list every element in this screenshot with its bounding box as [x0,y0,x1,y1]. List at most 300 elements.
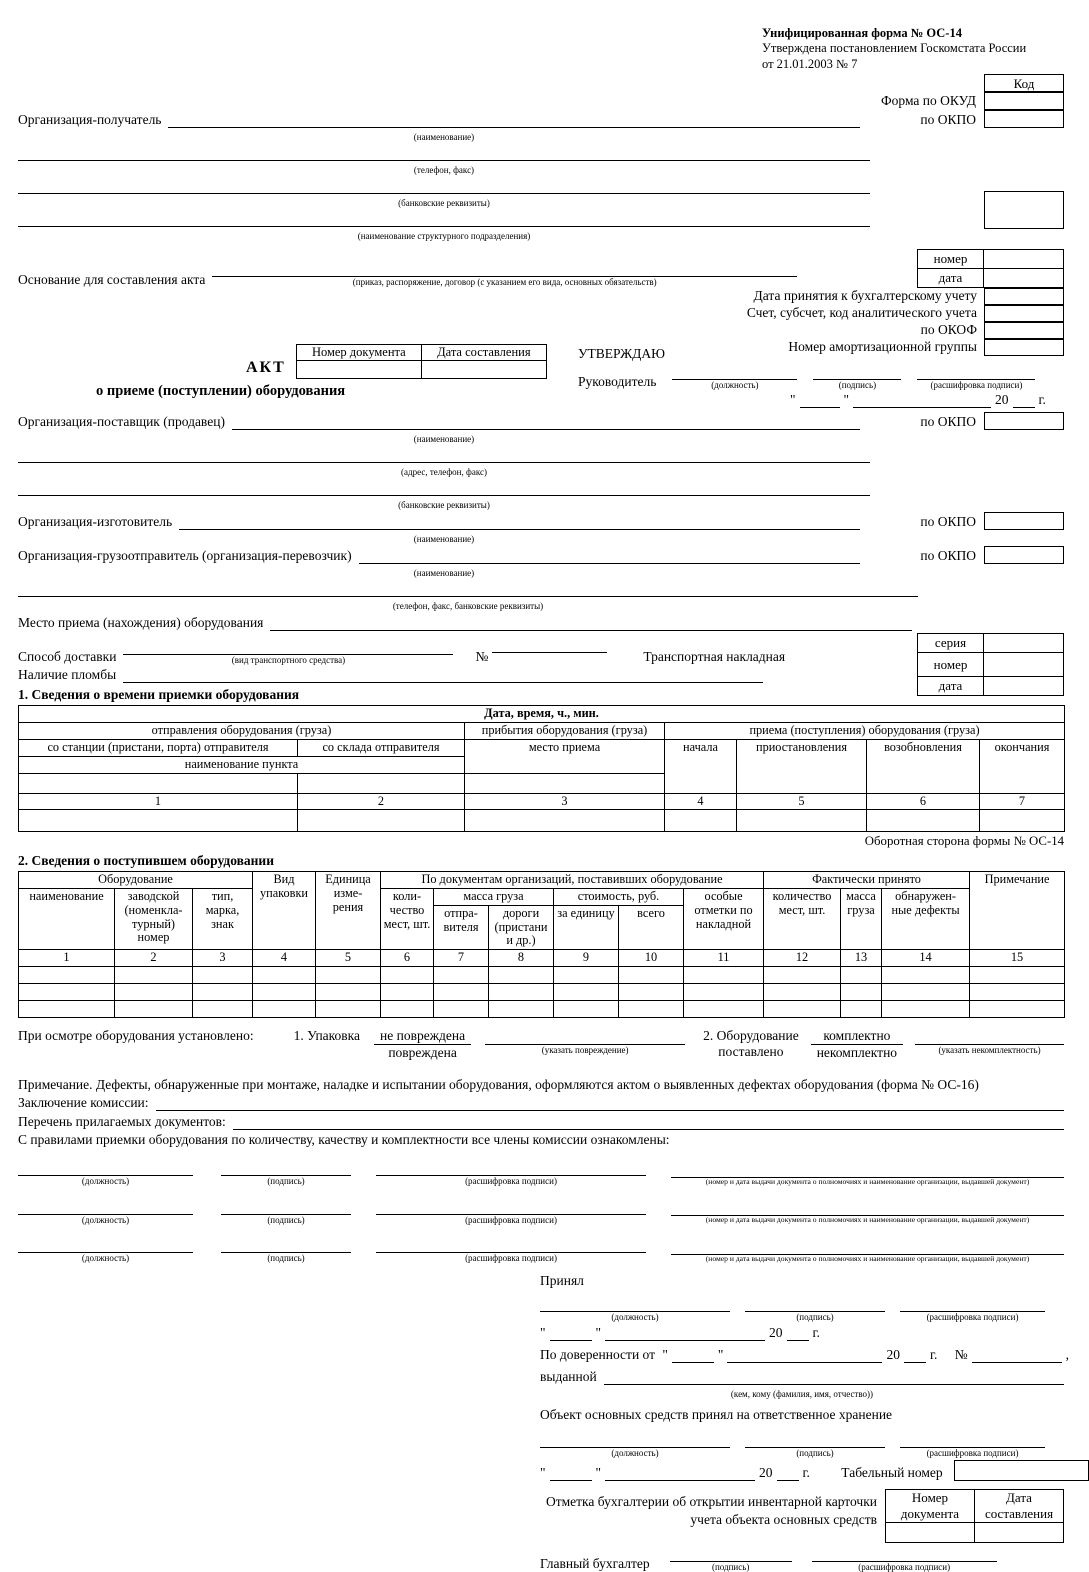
delivery-label: Способ доставки [18,649,117,665]
amort-group-label: Номер амортизационной группы [788,339,977,355]
bank-caption: (банковские реквизиты) [398,197,490,208]
received-signature-row [540,1297,1064,1322]
empty-cell [115,983,193,1000]
factory-number-header: заводской (номенкла- турный) номер [115,889,193,950]
accounting-mark-row [540,1489,1064,1543]
empty-cell [115,1000,193,1017]
fill-line [671,1202,1064,1216]
from-warehouse-header: со склада отправителя [298,739,465,756]
quote-mark: " [595,1464,602,1480]
col-number: 7 [980,793,1065,810]
org-receiver-row [18,110,1064,128]
empty-cell [316,966,381,983]
basis-row [18,249,1064,288]
phone-fax-caption: (телефон, факс) [413,164,475,175]
waybill-label: Транспортная накладная [643,649,786,665]
total-header: всего [619,905,684,949]
incomplete-note-field [915,1028,1064,1055]
caption-row [18,227,870,243]
col-number: 1 [19,950,115,967]
section1-title: 1. Сведения о времени приемки оборудования [18,687,300,703]
sign-caption: (подпись) [267,1176,305,1187]
position-caption: (должность) [81,1252,130,1263]
inventory-card-table [885,1489,1064,1543]
complete-option: комплектно [811,1028,903,1045]
empty-cell [489,966,554,983]
accept-block [540,1273,1069,1572]
reverse-side-note: Оборотная сторона формы № ОС-14 [864,834,1064,849]
okpo-code-box [984,110,1064,128]
empty-cell [434,966,489,983]
from-station-header: со станции (пристани, порта) отправителя [19,739,298,756]
manufacturer-okpo-box [984,512,1064,530]
fill-line [168,112,860,128]
year-suffix: г. [1038,392,1046,408]
fill-line [359,548,860,564]
fill-line [813,364,901,380]
act-title-zone [18,344,1064,408]
col-number: 15 [970,950,1065,967]
seal-label: Наличие пломбы [18,667,117,683]
okof-label: по ОКОФ [920,322,977,338]
basis-caption: (приказ, распоряжение, договор (с указанием его вида, основных обязательств) [352,277,657,288]
delivery-row [18,639,1064,665]
bank-caption: (банковские реквизиты) [398,500,490,511]
date-blank [672,1349,714,1363]
marks-header: особые отметки по накладной [684,889,764,950]
inspection-intro: При осмотре оборудования установлено: [18,1027,254,1043]
fill-line [156,1095,1064,1111]
comma: , [1065,1346,1069,1362]
empty-cell [19,773,298,793]
doc-date-header: Дата составления [421,344,546,360]
empty-cell [253,983,316,1000]
sign-caption: (подпись) [796,1312,834,1323]
attorney-row [540,1346,1069,1363]
date-box [984,677,1064,696]
okof-row [18,322,1064,339]
name-caption: (наименование) [413,131,475,142]
basis-number-date-table [917,249,1064,288]
year-suffix: г. [812,1324,820,1340]
number-label: номер [918,653,984,677]
dispatch-header: отправления оборудования (груза) [19,723,465,740]
form-approved-line: Утверждена постановлением Госкомстата России [762,41,1027,56]
okpo-label: по ОКПО [920,414,976,430]
documents-label: Перечень прилагаемых документов: [18,1114,226,1130]
type-mark-header: тип, марка, знак [193,889,253,950]
fill-line [671,1164,1064,1178]
empty-cell [298,810,465,832]
okpo-label: по ОКПО [920,548,976,564]
year-prefix: 20 [769,1324,783,1340]
name-caption: (наименование) [413,434,475,445]
month-blank [605,1327,765,1341]
year-blank [904,1349,926,1363]
chief-accountant-label: Главный бухгалтер [540,1556,650,1572]
chief-accountant-row [540,1547,1064,1572]
position-caption: (должность) [611,1312,659,1323]
empty-cell [619,1000,684,1017]
date-blank [800,394,840,408]
fill-line [671,1241,1064,1255]
by-docs-header: По документам организаций, поставивших оборудование [381,872,764,889]
empty-cell [19,983,115,1000]
col-number: 13 [841,950,882,967]
empty-cell [665,810,737,832]
fill-line [670,1547,792,1562]
qty-docs-header: коли- чество мест, шт. [381,889,434,950]
mass-actual-header: масса груза [841,889,882,950]
name-caption: (наименование) [413,534,475,545]
empty-cell [193,983,253,1000]
fill-line [18,580,918,597]
seal-row [18,667,1064,683]
name-caption: (наименование) [413,568,475,579]
empty-cell [465,773,665,793]
approve-label: УТВЕРЖДАЮ [578,345,666,361]
accounting-mark-line1: Отметка бухгалтерии об открытии инвентарной карточки [545,1493,877,1509]
caption-row [18,430,870,446]
packaging-options [374,1028,471,1061]
approve-date-row [790,392,1064,408]
empty-cell [764,966,841,983]
receiver-details [18,177,1064,243]
storage-date-row [540,1460,1064,1481]
fill-line [212,261,797,277]
fill-line [123,667,763,683]
sender-header: отпра- вителя [434,905,489,949]
col-number: 7 [434,950,489,967]
sign-caption: (подпись) [267,1252,305,1263]
delivery-zone [18,615,1064,694]
code-header-cell: Код [984,74,1064,92]
accept-date-box [984,288,1064,305]
number-box [984,653,1064,677]
empty-cell [970,966,1065,983]
packaging-label: 1. Упаковка [293,1027,361,1043]
caption-row [18,496,870,512]
point-name-header: наименование пункта [19,756,465,773]
empty-cell [465,810,665,832]
month-blank [605,1467,755,1481]
caption-row [18,564,870,580]
year-prefix: 20 [886,1346,900,1362]
doc-date-cell [975,1522,1064,1542]
empty-cell [554,1000,619,1017]
sign-name-caption: (расшифровка подписи) [926,1312,1019,1323]
empty-cell [619,966,684,983]
empty-cell [19,1000,115,1017]
month-blank [727,1349,882,1363]
quote-mark: " [540,1464,546,1480]
fill-line [900,1433,1045,1448]
issued-label: выданной [540,1368,597,1384]
quote-mark: " [540,1324,546,1340]
defects-remark: Примечание. Дефекты, обнаруженные при монтаже, наладке и испытании оборудования, оформляются актом о выявленных дефектах оборудования (форма № ОС-16) [18,1077,979,1093]
empty-cell [193,966,253,983]
col-number: 14 [882,950,970,967]
completeness-options [811,1028,903,1061]
fill-line [672,364,797,380]
waybill-series-table [917,633,1064,696]
act-title: АКТ [246,358,286,376]
damage-caption: (указать повреждение) [541,1044,629,1055]
date-label: дата [918,268,984,287]
position-caption: (должность) [81,1214,130,1225]
number-sign: № [954,1346,968,1362]
unit-header: Единица изме- рения [316,872,381,950]
sign-name-caption: (расшифровка подписи) [465,1214,557,1225]
col-number: 2 [115,950,193,967]
empty-cell [737,810,867,832]
accounting-mark-line2: учета объекта основных средств [690,1511,877,1527]
damaged-option: повреждена [388,1045,457,1061]
place-label: Место приема (нахождения) оборудования [18,615,264,631]
year-suffix: г. [802,1464,810,1480]
addr-phone-fax-caption: (адрес, телефон, факс) [401,467,487,478]
attorney-label: По доверенности от [540,1346,656,1362]
conclusion-label: Заключение комиссии: [18,1095,149,1111]
okpo-label: по ОКПО [920,111,976,127]
fill-line [18,210,870,227]
commission-signature-row [18,1201,1064,1225]
col-number: 5 [737,793,867,810]
empty-cell [764,1000,841,1017]
fill-line [485,1028,685,1045]
accept-date-row [18,288,1064,305]
org-supplier-label: Организация-поставщик (продавец) [18,414,225,430]
year-suffix: г. [929,1346,938,1362]
authority-caption: (номер и дата выдачи документа о полномочиях и наименование организации, выдавшей документ) [705,1176,1030,1186]
division-caption: (наименование структурного подразделения) [357,230,531,241]
col-number: 9 [554,950,619,967]
empty-cell [19,966,115,983]
date-label: дата [918,677,984,696]
doc-number-header: Номер документа [886,1489,975,1522]
incomplete-caption: (указать некомплектность) [938,1044,1041,1055]
start-header: начала [665,739,737,793]
fill-line [221,1162,351,1176]
okpo-label: по ОКПО [920,514,976,530]
supplier-okpo-box [984,412,1064,430]
fill-line [917,364,1035,380]
empty-cell [253,966,316,983]
org-shipper-label: Организация-грузоотправитель (организация-перевозчик) [18,548,352,564]
finish-header: окончания [980,739,1065,793]
basis-label: Основание для составления акта [18,271,206,287]
empty-cell [882,983,970,1000]
damage-note-field [485,1028,685,1055]
receipt-header: приема (поступления) оборудования (груза) [665,723,1065,740]
tab-number-label: Табельный номер [841,1464,943,1480]
section2-title: 2. Сведения о поступившем оборудовании [18,853,274,869]
empty-cell [489,983,554,1000]
caption-row [540,1385,1064,1401]
incomplete-option: некомплектно [816,1045,898,1061]
col-number: 6 [867,793,980,810]
doc-number-header: Номер документа [296,344,421,360]
doc-number-cell [886,1522,975,1542]
empty-cell [684,983,764,1000]
position-caption: (должность) [711,379,759,390]
section1-table [18,705,1065,832]
issued-by-caption: (кем, кому (фамилия, имя, отчество)) [730,1388,874,1399]
col-number: 10 [619,950,684,967]
form-title: Унифицированная форма № ОС-14 [762,26,962,40]
col-number: 11 [684,950,764,967]
not-damaged-option: не повреждена [374,1028,471,1045]
empty-cell [882,966,970,983]
division-code-box [984,191,1064,229]
issued-row [540,1369,1064,1385]
actual-header: Фактически принято [764,872,970,889]
empty-cell [115,966,193,983]
empty-cell [554,983,619,1000]
arrival-header: прибытия оборудования (груза) [465,723,665,740]
commission-signature-row [18,1162,1064,1186]
place-row [18,615,1064,631]
name-header: наименование [19,889,115,950]
fill-line [745,1297,885,1312]
empty-cell [970,1000,1065,1017]
org-supplier-row [18,412,1064,430]
year-prefix: 20 [759,1464,773,1480]
doc-date-header: Дата составления [975,1489,1064,1522]
col-number: 1 [19,793,298,810]
pause-header: приостановления [737,739,867,793]
fill-line [540,1297,730,1312]
storage-signature-row [540,1433,1064,1458]
fill-line [18,1162,193,1176]
col-number: 3 [465,793,665,810]
empty-cell [381,983,434,1000]
sign-name-caption: (расшифровка подписи) [465,1252,557,1263]
head-label: Руководитель [578,374,657,390]
delivered-label: поставлено [718,1044,784,1060]
empty-cell [619,983,684,1000]
year-blank [777,1467,799,1481]
storage-label: Объект основных средств принял на ответственное хранение [540,1406,893,1422]
col-number: 12 [764,950,841,967]
form-header [18,26,1064,72]
empty-cell [882,1000,970,1017]
fill-line [376,1162,646,1176]
caption-row [18,194,870,210]
form-approved-date: от 21.01.2003 № 7 [762,56,858,71]
fill-line [376,1239,646,1253]
fill-line [18,1239,193,1253]
fill-line [812,1547,997,1562]
empty-cell [434,983,489,1000]
col-number: 8 [489,950,554,967]
phone-fax-bank-caption: (телефон, факс, банковские реквизиты) [392,601,544,612]
code-block [18,74,1064,110]
caption-row [18,463,870,479]
account-box [984,305,1064,322]
approve-block [578,344,1064,408]
mass-header: масса груза [434,889,554,906]
equipment-delivered-label [703,1028,799,1060]
caption-row [18,530,870,546]
date-box [984,268,1064,287]
conclusion-row [18,1095,1064,1111]
roads-header: дороги (пристани и др.) [489,905,554,949]
org-manufacturer-row [18,512,1064,530]
authority-caption: (номер и дата выдачи документа о полномочиях и наименование организации, выдавшей документ) [705,1253,1030,1263]
sign-caption: (подпись) [267,1214,305,1225]
empty-cell [298,773,465,793]
attorney-number-blank [972,1349,1062,1363]
okud-label: Форма по ОКУД [880,92,976,108]
waybill-number-blank [492,639,607,653]
section2-table [18,871,1065,1018]
sign-name-caption: (расшифровка подписи) [858,1561,951,1572]
fill-line [123,639,453,655]
date-blank [550,1467,592,1481]
account-row [18,305,1064,322]
fill-line [18,177,870,194]
sign-name-caption: (расшифровка подписи) [926,1447,1019,1458]
fill-line [232,414,860,430]
year-blank [1013,394,1035,408]
fill-line [18,1201,193,1215]
fill-line [179,514,860,530]
fill-line [604,1369,1064,1385]
per-unit-header: за единицу [554,905,619,949]
col-number: 4 [253,950,316,967]
empty-cell [841,983,882,1000]
sign-name-caption: (расшифровка подписи) [930,379,1023,390]
empty-cell [684,1000,764,1017]
year-prefix: 20 [995,392,1009,408]
quote-mark: " [717,1346,724,1362]
quote-mark: " [843,392,850,408]
quote-mark: " [662,1346,668,1362]
number-box [984,249,1064,268]
number-sign: № [475,649,489,665]
org-receiver-label: Организация-получатель [18,111,162,127]
resume-header: возобновления [867,739,980,793]
act-subtitle: о приеме (поступлении) оборудования [96,382,346,399]
commission-signature-row [18,1239,1064,1263]
empty-cell [316,983,381,1000]
org-manufacturer-label: Организация-изготовитель [18,514,173,530]
empty-cell [980,810,1065,832]
empty-cell [764,983,841,1000]
rules-note: С правилами приемки оборудования по количеству, качеству и комплектности все члены комиссии ознакомлены: [18,1132,670,1148]
package-header: Вид упаковки [253,872,316,950]
caption-row [18,597,918,613]
caption-row [18,161,870,177]
fill-line [221,1201,351,1215]
equipment-label: 2. Оборудование [703,1027,799,1043]
doc-date-cell [421,360,546,378]
fill-line [233,1114,1064,1130]
empty-cell [193,1000,253,1017]
col-number: 3 [193,950,253,967]
fill-line [540,1433,730,1448]
empty-cell [316,1000,381,1017]
equipment-header: Оборудование [19,872,253,889]
datetime-header: Дата, время, ч., мин. [19,706,1065,723]
qty-actual-header: количество мест, шт. [764,889,841,950]
quote-mark: " [595,1324,602,1340]
okof-box [984,322,1064,339]
tab-number-box [954,1460,1089,1481]
fill-line [221,1239,351,1253]
fill-line [270,615,912,631]
